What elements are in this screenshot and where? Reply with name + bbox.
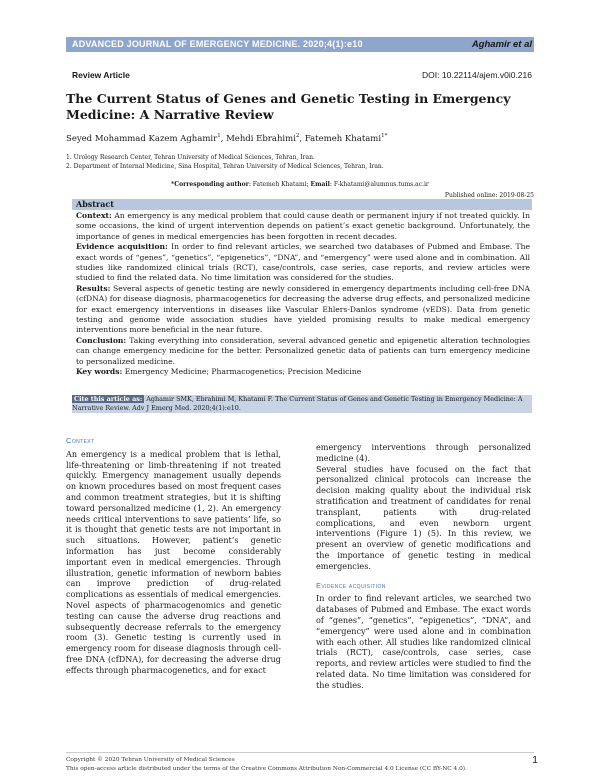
abstract-box: [72, 199, 532, 390]
journal-citation-header: ADVANCED JOURNAL OF EMERGENCY MEDICINE. 2020;4(1):e10: [72, 39, 363, 49]
page-number: 1: [532, 754, 538, 766]
footer-copyright: Copyright © 2020 Tehran University of Medical Sciences: [66, 757, 235, 763]
affiliation-1: 1. Urology Research Center, Tehran University of Medical Sciences, Tehran, Iran.: [66, 154, 315, 161]
abstract-heading: Abstract: [72, 199, 532, 210]
abstract-evidence-label: Evidence acquisition:: [76, 242, 168, 252]
abstract-context-text: An emergency is any medical problem that could cause death or permanent injury if not treated quickly. In some occasions, the kind of urgent intervention depends on patient’s exact genetic background. Unfortunately, the importance of genes in medical emergencies has been forgotten in recent decades.: [76, 211, 530, 241]
cite-label: Cite this article as:: [74, 395, 143, 403]
corresponding-author: *Corresponding author: Fatemeh Khatami; Email: F-khatami@alumnus.tums.ac.ir: [171, 181, 429, 188]
corresponding-email[interactable]: F-khatami@alumnus.tums.ac.ir: [333, 181, 429, 188]
abstract-body: [72, 210, 532, 378]
article-type: Review Article: [72, 70, 130, 80]
footer-divider: [66, 752, 534, 753]
context-paragraph-2: Several studies have focused on the fact that personalized clinical protocols can increase the decision making quality about the individual risk stratification and treatment of candidates for renal transplant, patients with drug-related complications, and even newborn urgent interventions (Figure 1) (5). In this review, we present an overview of genetic modifications and the importance of genetic testing in medical emergencies.: [316, 463, 531, 571]
author-affiliation-mark: 1*: [381, 133, 388, 139]
cite-text: Aghamir SMK, Ebrahimi M, Khatami F. The Current Status of Genes and Genetic Testing in Emergency Medicine: A Narrative Review. Adv J Emerg Med. 2020;4(1):e10.: [72, 395, 523, 412]
published-date: Published online: 2019-08-25: [444, 192, 534, 199]
footer-license: This open-access article distributed under the terms of the Creative Commons Attribution Non-Commercial 4.0 License (CC BY-NC 4.0).: [66, 766, 467, 772]
author-name: Mehdi Ebrahimi: [226, 133, 296, 144]
abstract-keywords-label: Key words:: [76, 367, 123, 377]
cite-this-article: [72, 395, 532, 413]
doi-link[interactable]: DOI: 10.22114/ajem.v0i0.216: [422, 70, 532, 80]
abstract-context-label: Context:: [76, 211, 112, 220]
abstract-conclusion: [76, 336, 530, 367]
evidence-heading: Evidence acquisition: [316, 580, 386, 590]
body-column-left: [66, 436, 281, 676]
author-name: Fatemeh Khatami: [304, 133, 382, 144]
abstract-results: [76, 284, 530, 336]
evidence-paragraph: In order to find relevant articles, we searched two databases of Pubmed and Embase. The exact words of “genes”, “genetics”, “epigenetics”, “DNA”, and “emergency” were used alone and in combination with each other. All studies like randomized clinical trials (RCT), case/controls, case series, case reports, and review articles were studied to find the related data. No time limitation was considered for the studies.: [316, 593, 531, 690]
abstract-context: [76, 211, 530, 242]
corresponding-label: *Corresponding author: [171, 181, 249, 188]
author-affiliation-mark: 1: [217, 133, 221, 139]
author-name: Seyed Mohammad Kazem Aghamir: [66, 133, 218, 144]
abstract-evidence-text: In order to find relevant articles, we searched two databases of Pubmed and Embase. The exact words of “genes”, “genetics”, “epigenetics”, “DNA”, and “emergency” were used alone and in combination. All studies like randomized clinical trials (RCT), case/controls, case series, case reports, and review articles were studied to find the related data. No time limitation was considered for the studies.: [76, 242, 530, 283]
corresponding-name: Fatemeh Khatami: [252, 181, 307, 188]
article-title: The Current Status of Genes and Genetic Testing in Emergency Medicine: A Narrative Review: [66, 91, 511, 122]
abstract-conclusion-label: Conclusion:: [76, 335, 127, 345]
abstract-keywords: [76, 367, 530, 377]
context-heading: Context: [66, 436, 95, 445]
abstract-results-text: Several aspects of genetic testing are newly considered in emergency departments including cell-free DNA (cfDNA) for disease diagnosis, pharmacogenetics for decreasing the adverse drug effects, and personalized medicine for exact emergency interventions in diseases like Vascular Ehlers-Danlos syndrome (vEDS). Data from genetic testing and genome wide association studies have yielded promising results to make medical emergency interventions more beneficial in the near future.: [76, 283, 530, 335]
affiliation-2: 2. Department of Internal Medicine, Sina Hospital, Tehran University of Medical Sciences, Tehran, Iran.: [66, 163, 384, 170]
abstract-keywords-text: Emergency Medicine; Pharmacogenetics; Precision Medicine: [124, 367, 362, 377]
abstract-conclusion-text: Taking everything into consideration, several advanced genetic and epigenetic alteration technologies can change emergency medicine for the better. Personalized genetic data of patients can turn emergency medicine to personalized medicine.: [76, 335, 530, 366]
abstract-results-label: Results:: [76, 283, 111, 293]
running-author-head: Aghamir et al: [471, 39, 532, 50]
author-affiliation-mark: 2: [295, 133, 300, 139]
email-label: Email: [310, 181, 330, 188]
abstract-evidence: [76, 242, 530, 284]
footer: [66, 756, 467, 774]
author-list: Seyed Mohammad Kazem Aghamir$^1$, Mehdi Ebrahimi$^2$, Fatemeh Khatami$^{1*}$: [66, 133, 388, 144]
context-paragraph: An emergency is a medical problem that is lethal, life-threatening or limb-threatening if not treated quickly. Emergency management usually depends on known procedures based on most frequent cases and common treatment strategies, but it is shifting toward personalized medicine (1, 2). An emergency needs critical interventions to save patients’ life, so it is thought that genetic tests are not important in such situations. However, patient’s genetic information has just become considerably important even in medical emergencies. Through illustration, genetic information of newborn babies can improve prediction of drug-related complications as essentials of medical emergencies. Novel aspects of pharmacogenomics and genetic testing can cause the adverse drug reactions and subsequently decrease referrals to the emergency room (3). Genetic testing is currently used in emergency room for disease diagnosis through cell-free DNA (cfDNA), for decreasing the adverse drug effects through pharmacogenetics, and for exact: [66, 448, 281, 675]
context-paragraph-continued: emergency interventions through personalized medicine (4).: [316, 442, 531, 463]
body-column-right: [316, 442, 531, 691]
